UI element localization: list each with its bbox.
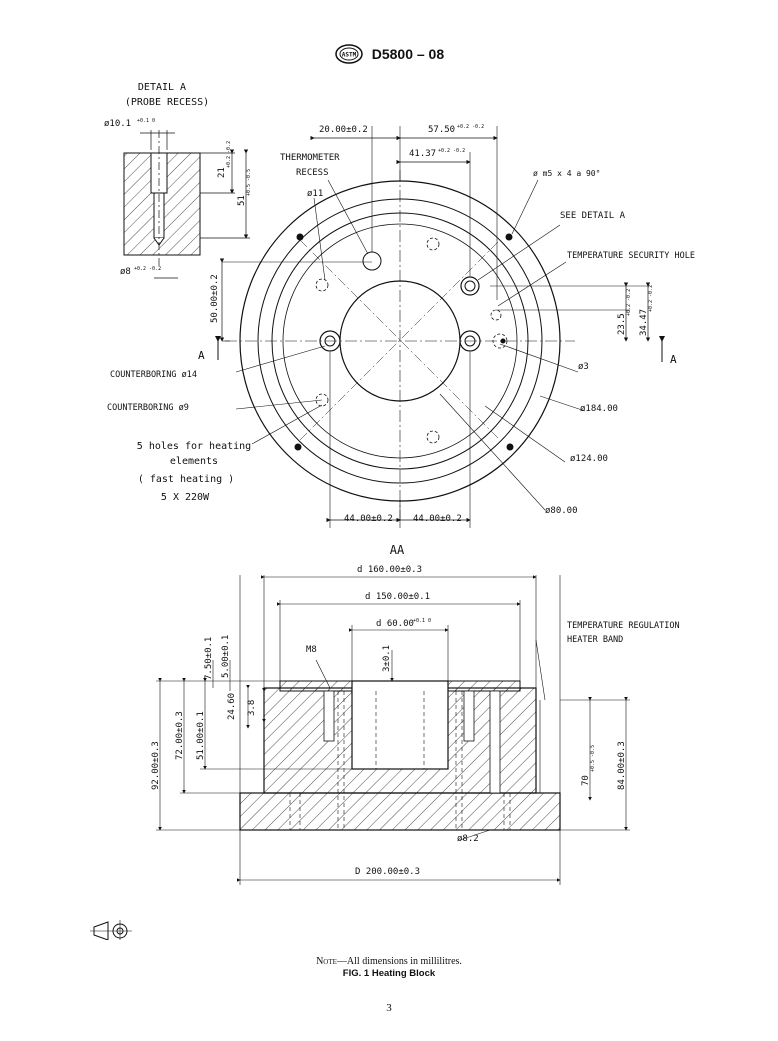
svg-text:( fast heating ): ( fast heating ): [137, 474, 235, 485]
detail-dia-top: ø10.1: [104, 119, 132, 129]
svg-text:+0.1 0: +0.1 0: [137, 118, 156, 124]
svg-text:TEMPERATURE SECURITY HOLE: TEMPERATURE SECURITY HOLE: [567, 251, 695, 261]
svg-text:50.00±0.2: 50.00±0.2: [210, 274, 220, 323]
svg-text:7.50±0.1: 7.50±0.1: [204, 636, 214, 680]
svg-text:+0.1 0: +0.1 0: [413, 618, 432, 624]
svg-text:+0.5 -0.5: +0.5 -0.5: [246, 168, 252, 196]
svg-text:20.00±0.2: 20.00±0.2: [319, 125, 368, 135]
svg-text:d 150.00±0.1: d 150.00±0.1: [365, 592, 431, 602]
svg-text:+0.2 -0.2: +0.2 -0.2: [626, 288, 632, 316]
section-view: [151, 543, 680, 885]
svg-text:COUNTERBORING ø9: COUNTERBORING ø9: [107, 403, 189, 413]
designation: D5800 – 08: [371, 46, 445, 62]
svg-text:5 holes for heating: 5 holes for heating: [136, 441, 252, 452]
svg-text:34.47: 34.47: [639, 308, 649, 336]
svg-text:21: 21: [217, 167, 227, 178]
page-number: 3: [386, 1002, 392, 1014]
svg-text:D 200.00±0.3: D 200.00±0.3: [355, 867, 421, 877]
svg-text:HEATER BAND: HEATER BAND: [567, 635, 624, 645]
plan-view: [218, 126, 662, 528]
svg-text:44.00±0.2: 44.00±0.2: [344, 514, 393, 524]
svg-text:+0.2 -0.2: +0.2 -0.2: [438, 148, 466, 154]
svg-text:3.8: 3.8: [247, 699, 257, 716]
svg-text:5 X 220W: 5 X 220W: [160, 492, 210, 503]
section-marker-right: A: [670, 353, 677, 366]
svg-text:ø11: ø11: [307, 189, 324, 199]
svg-text:ø8.2: ø8.2: [457, 834, 479, 844]
svg-text:+0.2 -0.2: +0.2 -0.2: [226, 140, 232, 168]
svg-text:ø184.00: ø184.00: [580, 404, 618, 414]
section-marker-left: A: [198, 349, 205, 362]
svg-text:elements: elements: [169, 456, 219, 467]
svg-text:84.00±0.3: 84.00±0.3: [617, 741, 627, 790]
svg-text:+0.2 -0.2: +0.2 -0.2: [648, 284, 654, 312]
svg-text:51.00±0.1: 51.00±0.1: [196, 711, 206, 760]
svg-text:70: 70: [581, 775, 591, 786]
svg-text:ø80.00: ø80.00: [545, 506, 578, 516]
detail-title: DETAIL A: [137, 82, 187, 93]
svg-text:+0.2 -0.2: +0.2 -0.2: [457, 124, 485, 130]
figure-caption: FIG. 1 Heating Block: [342, 968, 436, 979]
svg-text:d 60.00: d 60.00: [376, 619, 414, 629]
svg-text:41.37: 41.37: [409, 149, 437, 159]
svg-text:3±0.1: 3±0.1: [382, 644, 392, 672]
svg-text:M8: M8: [306, 645, 317, 655]
svg-text:57.50: 57.50: [428, 125, 456, 135]
svg-text:ø m5 x 4 a 90°: ø m5 x 4 a 90°: [533, 169, 601, 178]
svg-text:+0.2 -0.2: +0.2 -0.2: [134, 266, 162, 272]
svg-text:ø3: ø3: [578, 362, 589, 372]
svg-text:72.00±0.3: 72.00±0.3: [175, 711, 185, 760]
detail-subtitle: (PROBE RECESS): [124, 97, 210, 108]
svg-text:THERMOMETER: THERMOMETER: [280, 153, 340, 163]
svg-text:ASTM: ASTM: [341, 51, 357, 59]
svg-text:TEMPERATURE REGULATION: TEMPERATURE REGULATION: [567, 621, 680, 631]
svg-text:SEE DETAIL A: SEE DETAIL A: [560, 211, 626, 221]
svg-text:5.00±0.1: 5.00±0.1: [221, 634, 231, 678]
svg-text:RECESS: RECESS: [296, 168, 329, 178]
figure-note: Note—All dimensions in millilitres.: [316, 956, 462, 967]
projection-symbol-icon: [90, 920, 132, 940]
svg-text:COUNTERBORING ø14: COUNTERBORING ø14: [110, 370, 197, 380]
svg-text:24.60: 24.60: [227, 692, 237, 720]
svg-text:44.00±0.2: 44.00±0.2: [413, 514, 462, 524]
svg-text:51: 51: [237, 195, 247, 206]
detail-dia-bottom: ø8: [120, 267, 131, 277]
svg-text:ø124.00: ø124.00: [570, 454, 608, 464]
section-title: AA: [389, 543, 405, 557]
detail-a: [104, 82, 252, 278]
svg-text:+0.5 -0.5: +0.5 -0.5: [590, 744, 596, 772]
svg-text:d 160.00±0.3: d 160.00±0.3: [357, 565, 423, 575]
svg-text:23.5: 23.5: [617, 313, 627, 335]
svg-text:92.00±0.3: 92.00±0.3: [151, 741, 161, 790]
